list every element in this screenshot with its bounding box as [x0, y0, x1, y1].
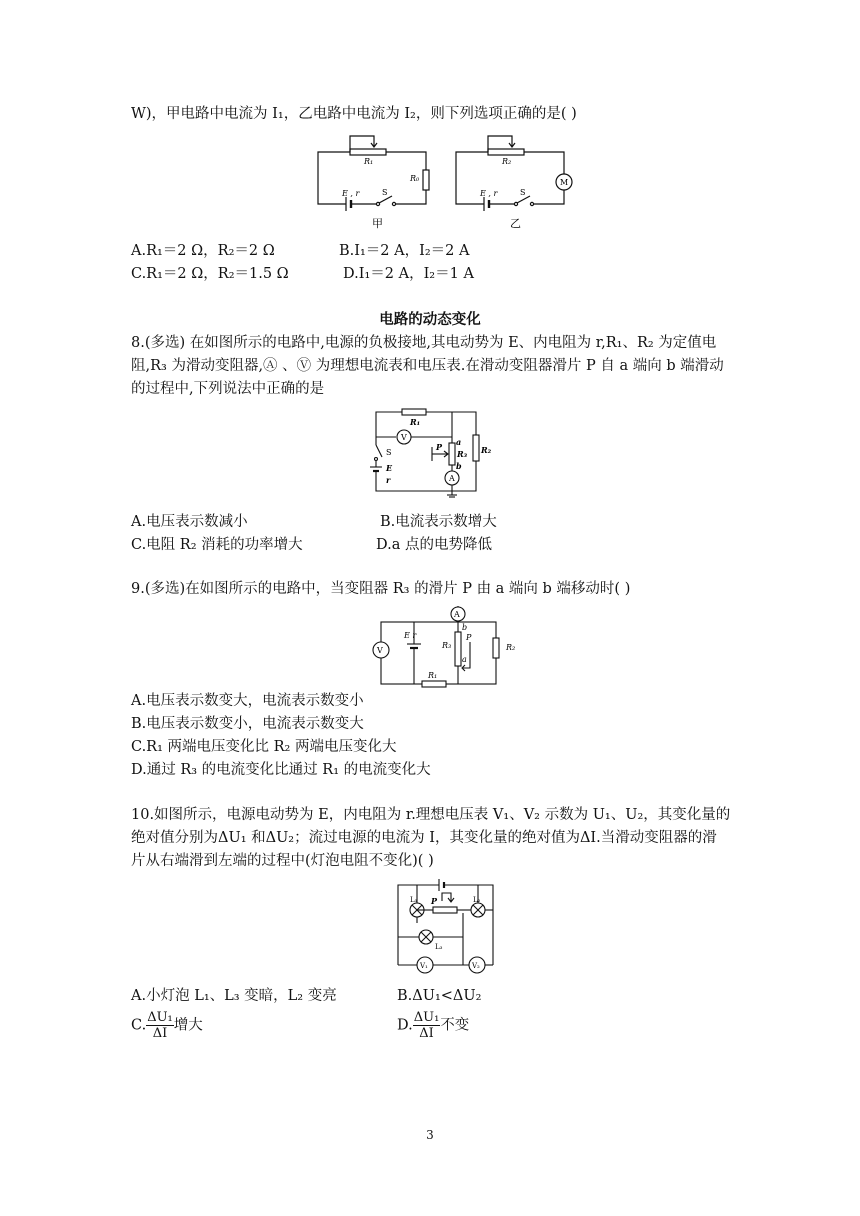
voltmeter-label: V — [377, 646, 383, 655]
p-label: P — [466, 633, 472, 642]
q7-option-c: C.R₁＝2 Ω，R₂＝1.5 Ω — [131, 266, 289, 282]
v1-label: V₁ — [420, 962, 428, 970]
r1-label: R₁ — [428, 671, 438, 680]
r1-label: R₁ — [410, 417, 421, 427]
l1-label: L₁ — [410, 896, 418, 904]
r3-label: R₃ — [442, 641, 452, 650]
e-label: E — [386, 463, 393, 473]
q7-option-d: D.I₁＝2 A，I₂＝1 A — [343, 266, 474, 282]
l3-label: L₃ — [435, 943, 443, 951]
q8-option-d: D.a 点的电势降低 — [376, 537, 492, 553]
s-label: S — [520, 188, 526, 197]
er-label: E , r — [480, 189, 498, 198]
fraction — [413, 1010, 441, 1041]
q10-option-b: B.ΔU₁<ΔU₂ — [397, 988, 482, 1004]
q10-option-a: A.小灯泡 L₁、L₃ 变暗，L₂ 变亮 — [131, 988, 337, 1004]
fraction — [146, 1010, 174, 1041]
section-title: 电路的动态变化 — [379, 312, 481, 328]
fraction-numerator: ΔU₁ — [147, 1010, 173, 1025]
r2-label: R₂ — [506, 643, 516, 652]
b-end-label: b — [456, 461, 462, 471]
r1-label: R₁ — [364, 157, 374, 166]
q8-option-a: A.电压表示数减小 — [131, 514, 248, 530]
q7-circuit-jia — [316, 134, 436, 234]
q9-option-d: D.通过 R₃ 的电流变化比通过 R₁ 的电流变化大 — [131, 762, 431, 778]
ammeter-label: A — [449, 474, 455, 483]
option-text: 增大 — [173, 1017, 203, 1034]
q9-option-b: B.电压表示数变小，电流表示数变大 — [131, 716, 364, 732]
option-letter: C. — [131, 1017, 147, 1034]
er-label: E , r — [342, 189, 360, 198]
q10-stem-line1: 10.如图所示，电源电动势为 E，内电阻为 r.理想电压表 V₁、V₂ 示数为 U₁、U₂，其变化量的 — [131, 807, 731, 823]
option-letter: D. — [397, 1017, 413, 1034]
q8-stem-line3: 的过程中,下列说法中正确的是 — [131, 381, 325, 397]
p-label: P — [431, 896, 438, 906]
page-number: 3 — [426, 1128, 434, 1142]
ammeter-label: A — [454, 610, 460, 619]
v2-label: V₂ — [472, 962, 480, 970]
voltmeter-label: V — [401, 433, 407, 442]
q7-option-b: B.I₁＝2 A，I₂＝2 A — [339, 243, 470, 259]
a-end-label: a — [462, 655, 467, 664]
q9-circuit — [366, 600, 526, 690]
l2-label: L₂ — [473, 896, 481, 904]
p-label: P — [436, 442, 443, 452]
r2-label: R₂ — [481, 445, 492, 455]
motor-label: M — [560, 178, 569, 187]
er-label: E r — [404, 631, 417, 640]
s-label: S — [382, 188, 388, 197]
r3-label: R₃ — [457, 449, 468, 459]
switch-label: S — [386, 448, 392, 457]
fraction-denominator: ΔI — [419, 1026, 434, 1041]
b-end-label: b — [462, 623, 468, 632]
q8-circuit — [372, 405, 502, 497]
q10-stem-line2: 绝对值分别为ΔU₁ 和ΔU₂；流过电源的电流为 I，其变化量的绝对值为ΔI.当滑动变阻器的滑 — [131, 830, 717, 846]
q9-stem: 9.(多选)在如图所示的电路中，当变阻器 R₃ 的滑片 P 由 a 端向 b 端移动时( ) — [131, 581, 631, 597]
q9-option-a: A.电压表示数变大，电流表示数变小 — [131, 693, 364, 709]
q10-stem-line3: 片从右端滑到左端的过程中(灯泡电阻不变化)( ) — [131, 853, 434, 869]
q8-stem-line2: 阻,R₃ 为滑动变阻器,Ⓐ 、Ⓥ 为理想电流表和电压表.在滑动变阻器滑片 P 自 a 端向 b 端滑动 — [131, 358, 724, 374]
a-end-label: a — [456, 437, 462, 447]
r2-label: R₂ — [502, 157, 512, 166]
q7-stem: W)，甲电路中电流为 I₁，乙电路中电流为 I₂，则下列选项正确的是( ) — [131, 106, 577, 122]
q7-option-a: A.R₁＝2 Ω，R₂＝2 Ω — [131, 243, 275, 259]
r0-label: R₀ — [410, 174, 420, 183]
q10-circuit — [393, 875, 503, 980]
q8-option-c: C.电阻 R₂ 消耗的功率增大 — [131, 537, 303, 553]
fraction-denominator: ΔI — [152, 1026, 168, 1041]
caption-yi: 乙 — [510, 217, 521, 230]
q10-option-d — [397, 1010, 469, 1041]
q8-option-b: B.电流表示数增大 — [380, 514, 497, 530]
q9-option-c: C.R₁ 两端电压变化比 R₂ 两端电压变化大 — [131, 739, 397, 755]
q8-stem-line1: 8.(多选) 在如图所示的电路中,电源的负极接地,其电动势为 E、内电阻为 r,R₁、R₂ 为定值电 — [131, 335, 717, 351]
q10-option-c — [131, 1010, 203, 1041]
r-label: r — [386, 475, 391, 485]
option-text: 不变 — [440, 1017, 470, 1034]
caption-jia: 甲 — [372, 217, 383, 230]
fraction-numerator: ΔU₁ — [413, 1010, 440, 1025]
q7-circuit-yi — [454, 134, 574, 234]
